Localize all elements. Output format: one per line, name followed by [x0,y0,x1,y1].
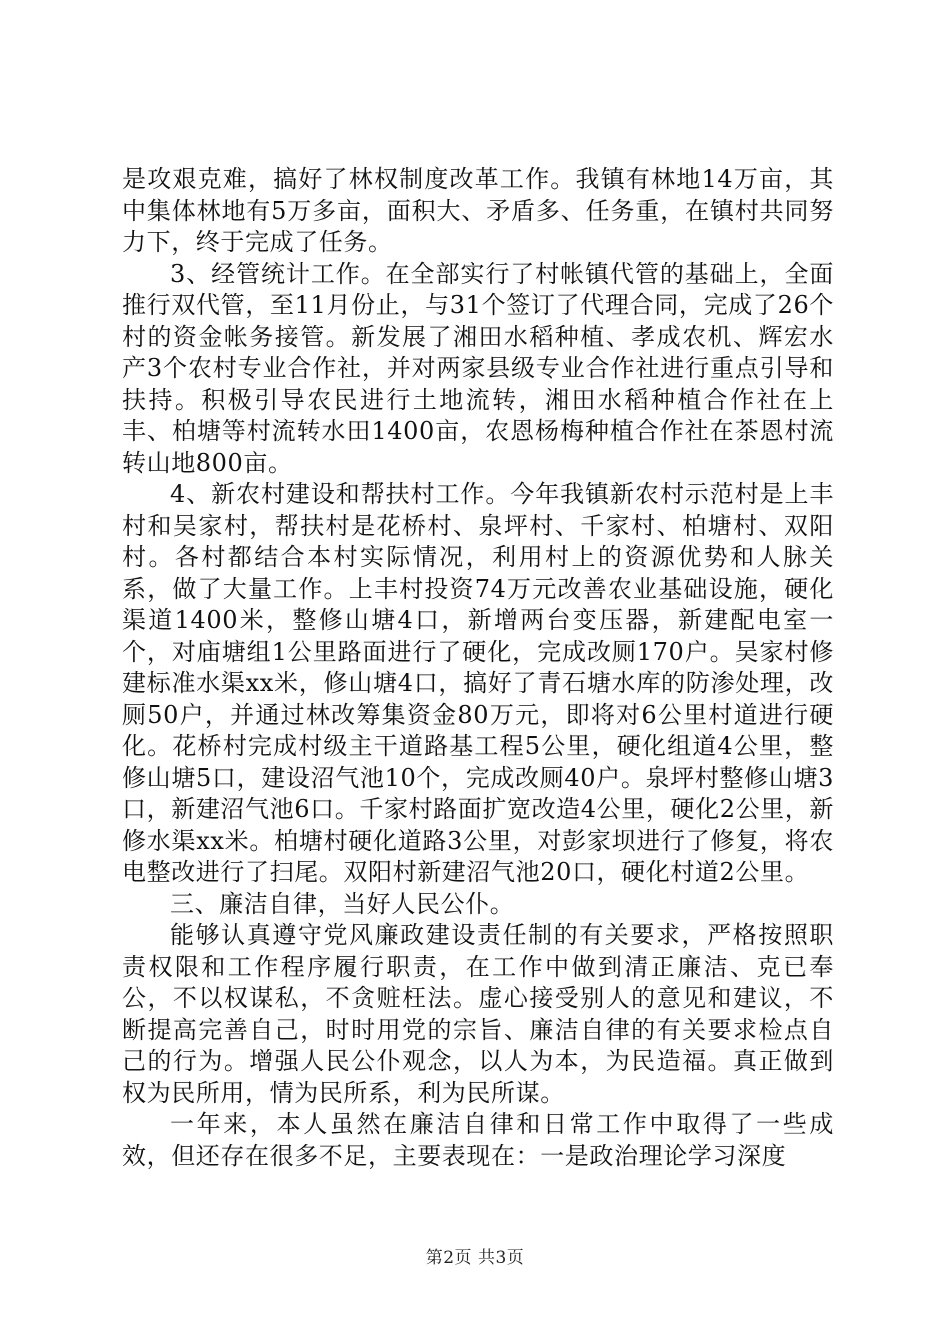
document-body [122,164,834,1172]
section-heading-integrity: 三、廉洁自律，当好人民公仆。 [170,889,515,918]
paragraph-management-statistics: 3、经管统计工作。在全部实行了村帐镇代管的基础上，全面推行双代管，至11月份止，与31个签订了代理合同，完成了26个村的资金帐务接管。新发展了湘田水稻种植、孝成农机、辉宏水产3个农村专业合作社，并对两家县级专业合作社进行重点引导和扶持。积极引导农民进行土地流转，湘田水稻种植合作社在上丰、柏塘等村流转水田1400亩，农恩杨梅种植合作社在茶恩村流转山地800亩。 [122,259,834,477]
paragraph-continuation: 是攻艰克难，搞好了林权制度改革工作。我镇有林地14万亩，其中集体林地有5万多亩，面积大、矛盾多、任务重，在镇村共同努力下，终于完成了任务。 [122,165,834,256]
paragraph-new-countryside: 4、新农村建设和帮扶村工作。今年我镇新农村示范村是上丰村和吴家村，帮扶村是花桥村、泉坪村、千家村、柏塘村、双阳村。各村都结合本村实际情况，利用村上的资源优势和人脉关系，做了大量工作。上丰村投资74万元改善农业基础设施，硬化渠道1400米，整修山塘4口，新增两台变压器，新建配电室一个，对庙塘组1公里路面进行了硬化，完成改厕170户。吴家村修建标准水渠xx米，修山塘4口，搞好了青石塘水库的防渗处理，改厕50户，并通过林改筹集资金80万元，即将对6公里村道进行硬化。花桥村完成村级主干道路基工程5公里，硬化组道4公里，整修山塘5口，建设沼气池10个，完成改厕40户。泉坪村整修山塘3口，新建沼气池6口。千家村路面扩宽改造4公里，硬化2公里，新修水渠xx米。柏塘村硬化道路3公里，对彭家坝进行了修复，将农电整改进行了扫尾。双阳村新建沼气池20口，硬化村道2公里。 [122,480,834,886]
paragraph-integrity: 能够认真遵守党风廉政建设责任制的有关要求，严格按照职责权限和工作程序履行职责，在工作中做到清正廉洁、克已奉公，不以权谋私，不贪赃枉法。虚心接受别人的意见和建议，不断提高完善自己，时时用党的宗旨、廉洁自律的有关要求检点自己的行为。增强人民公仆观念，以人为本，为民造福。真正做到权为民所用，情为民所系，利为民所谋。 [122,921,834,1107]
page-number-footer: 第2页 共3页 [425,1248,525,1268]
paragraph-shortcomings: 一年来，本人虽然在廉洁自律和日常工作中取得了一些成效，但还存在很多不足，主要表现在：一是政治理论学习深度 [122,1110,834,1170]
